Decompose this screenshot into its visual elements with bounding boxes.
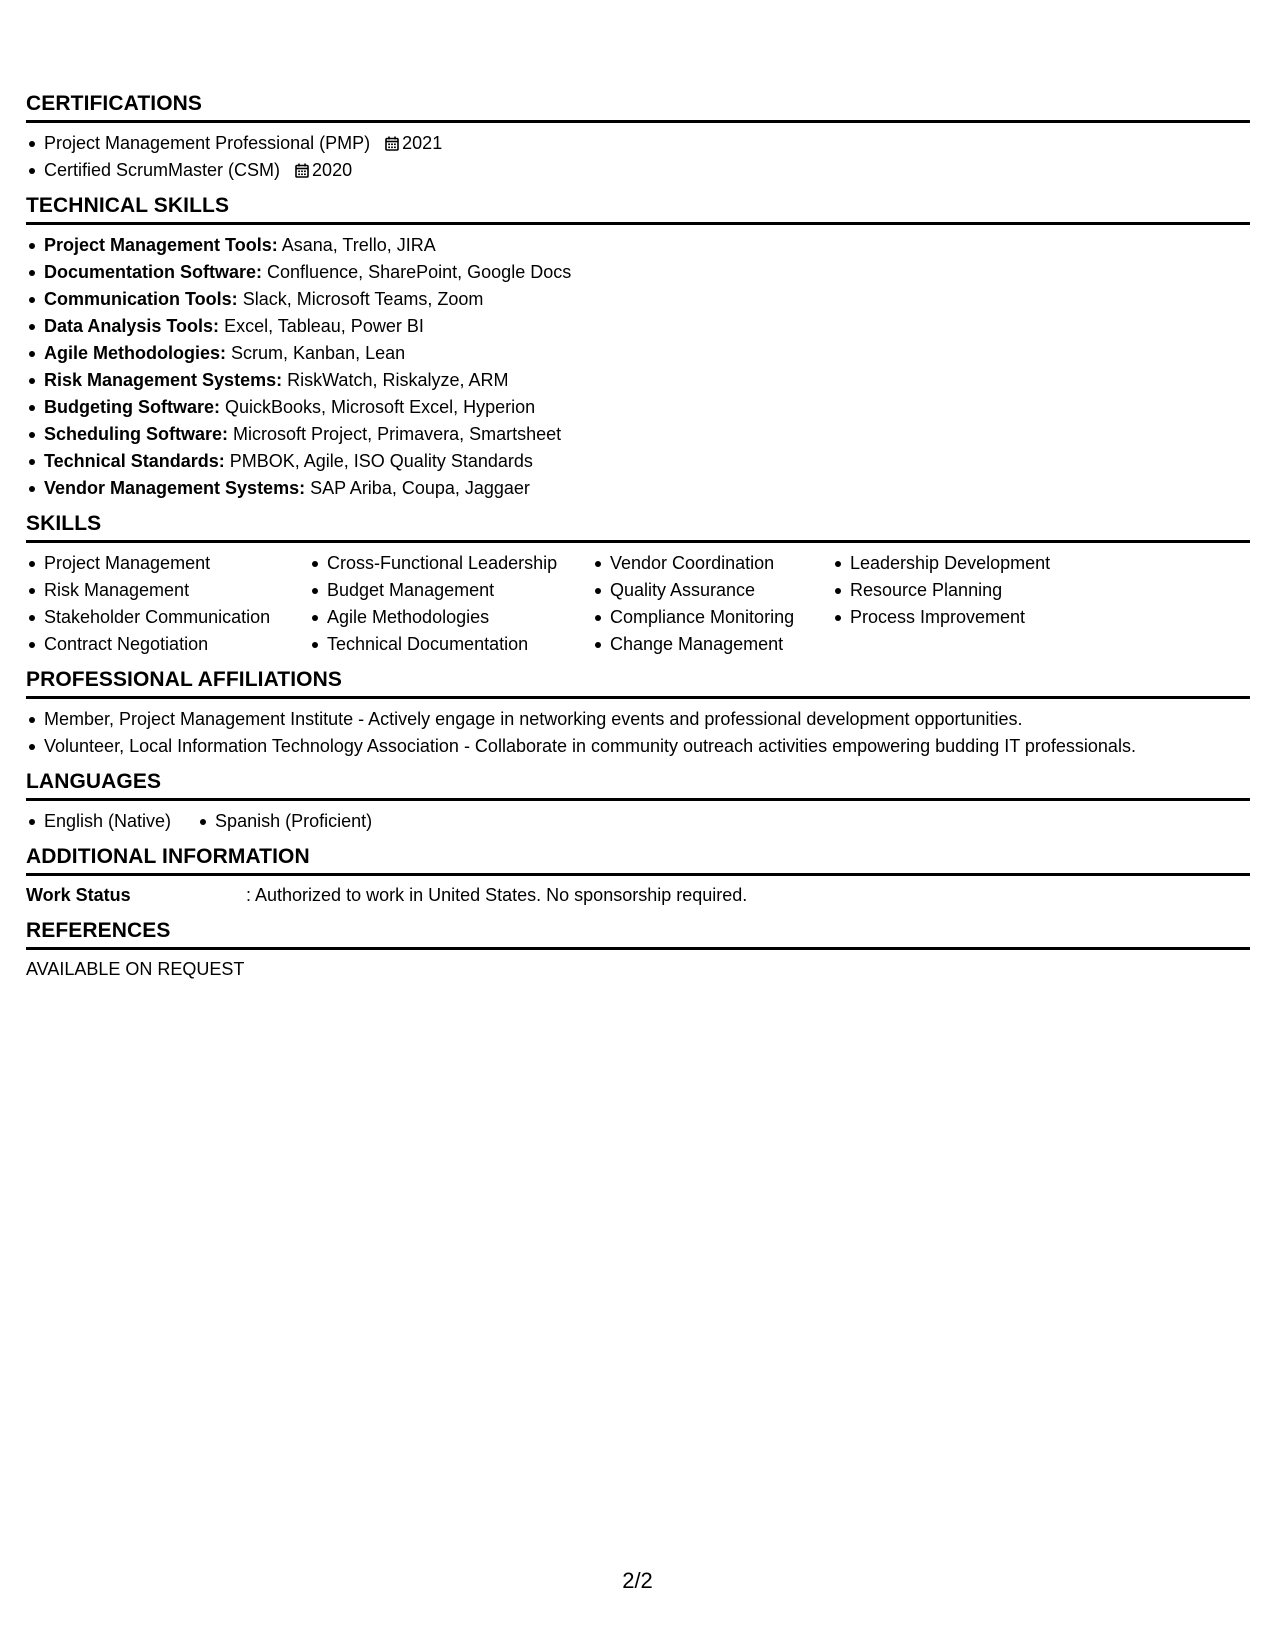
technical-skills-section [26,194,1250,502]
skills-columns [26,550,1250,658]
section-title: ADDITIONAL INFORMATION [26,845,1250,876]
skill-value: Asana, Trello, JIRA [281,235,436,255]
list-item: Process Improvement [832,604,1132,631]
certifications-list [26,130,1250,184]
work-status-row [26,882,1250,909]
skill-value: Slack, Microsoft Teams, Zoom [242,289,484,309]
list-item [26,286,1250,313]
skill-value: PMBOK, Agile, ISO Quality Standards [229,451,533,471]
section-title: SKILLS [26,512,1250,543]
page-number: 2/2 [622,1568,653,1593]
list-item: Resource Planning [832,577,1132,604]
skills-list [26,550,309,658]
skill-value: QuickBooks, Microsoft Excel, Hyperion [225,397,536,417]
skill-value: Excel, Tableau, Power BI [224,316,424,336]
references-text: AVAILABLE ON REQUEST [26,959,245,979]
section-title: TECHNICAL SKILLS [26,194,1250,225]
list-item [26,367,1250,394]
list-item: Stakeholder Communication [26,604,309,631]
affiliations-list [26,706,1250,760]
list-item: Compliance Monitoring [592,604,832,631]
list-item: Leadership Development [832,550,1132,577]
skill-value: SAP Ariba, Coupa, Jaggaer [310,478,530,498]
list-item [26,232,1250,259]
skill-label: Project Management Tools: [44,235,278,255]
skill-label: Agile Methodologies: [44,343,226,363]
list-item [26,130,1250,157]
list-item: Quality Assurance [592,577,832,604]
list-item [26,157,1250,184]
section-title: REFERENCES [26,919,1250,950]
certification-year: 2021 [402,133,443,153]
skills-column [592,550,832,658]
skill-value: RiskWatch, Riskalyze, ARM [287,370,509,390]
technical-skills-list [26,232,1250,502]
list-item [26,475,1250,502]
additional-info-section [26,845,1250,909]
section-title: PROFESSIONAL AFFILIATIONS [26,668,1250,699]
skills-section [26,512,1250,658]
calendar-icon [295,163,309,178]
list-item: Risk Management [26,577,309,604]
skill-value: Microsoft Project, Primavera, Smartsheet [233,424,562,444]
languages-row [26,808,1250,835]
list-item: Contract Negotiation [26,631,309,658]
list-item [26,340,1250,367]
skills-column [26,550,309,658]
list-item: Technical Documentation [309,631,592,658]
section-title: LANGUAGES [26,770,1250,801]
list-item [26,313,1250,340]
list-item: Vendor Coordination [592,550,832,577]
skill-label: Data Analysis Tools: [44,316,220,336]
certification-name: Project Management Professional (PMP) [44,133,371,153]
list-item: English (Native) [26,808,171,835]
list-item: Change Management [592,631,832,658]
section-title: CERTIFICATIONS [26,92,1250,123]
references-section [26,919,1250,983]
skill-label: Communication Tools: [44,289,238,309]
list-item: Volunteer, Local Information Technology Association - Collaborate in community outreach activities empowering budding IT professionals. [26,733,1250,760]
certification-name: Certified ScrumMaster (CSM) [44,160,281,180]
skills-list [309,550,592,658]
languages-list [26,808,398,835]
skills-column [309,550,592,658]
list-item: Member, Project Management Institute - Actively engage in networking events and professional development opportunities. [26,706,1250,733]
skill-label: Vendor Management Systems: [44,478,306,498]
work-status-value: : Authorized to work in United States. No sponsorship required. [246,885,748,905]
calendar-icon [385,136,399,151]
languages-section [26,770,1250,835]
list-item: Project Management [26,550,309,577]
list-item: Agile Methodologies [309,604,592,631]
certification-year: 2020 [312,160,353,180]
list-item [26,394,1250,421]
affiliations-section [26,668,1250,760]
skills-list [592,550,832,658]
skill-value: Confluence, SharePoint, Google Docs [267,262,572,282]
skill-label: Documentation Software: [44,262,263,282]
work-status-label: Work Status [26,885,131,905]
resume-page [26,92,1250,993]
list-item [26,259,1250,286]
skill-label: Budgeting Software: [44,397,220,417]
list-item: Spanish (Proficient) [197,808,372,835]
skill-label: Technical Standards: [44,451,225,471]
skills-list [832,550,1132,631]
skills-column [832,550,1132,658]
skill-label: Scheduling Software: [44,424,229,444]
list-item [26,421,1250,448]
skill-value: Scrum, Kanban, Lean [231,343,406,363]
list-item: Cross-Functional Leadership [309,550,592,577]
skill-label: Risk Management Systems: [44,370,283,390]
list-item [26,448,1250,475]
list-item: Budget Management [309,577,592,604]
certifications-section [26,92,1250,184]
